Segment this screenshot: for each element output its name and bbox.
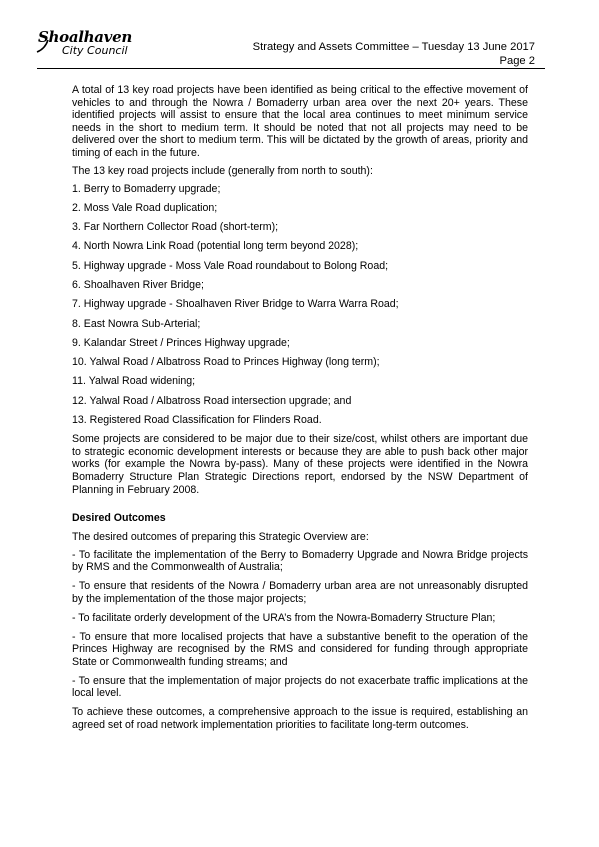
outcomes-list [72,549,528,701]
list-item: - To ensure that more localised projects that have a substantive benefit to the operation of the Princes Highway are recognised by the RMS and considered for funding through appropriate State or Commonwealth funding streams; and [72,630,528,668]
list-item: 9. Kalandar Street / Princes Highway upgrade; [72,336,290,349]
list-item: - To ensure that the implementation of major projects do not exacerbate traffic implications at the local level. [72,674,528,700]
major-projects-paragraph: Some projects are considered to be major due to their size/cost, whilst others are important due to strategic economic development interests or because they are able to push back other major works (for example the Nowra by-pass). Many of these projects were identified in the Nowra Bomaderry Structure Plan Strategic Directions report, endorsed by the NSW Department of Planning in February 2008. [72,433,528,496]
list-item: - To facilitate orderly development of the URA’s from the Nowra-Bomaderry Structure Plan; [72,611,496,624]
list-item: - To ensure that residents of the Nowra / Bomaderry urban area are not unreasonably disrupted by the implementation of the those major projects; [72,580,528,605]
list-item: 5. Highway upgrade - Moss Vale Road roundabout to Bolong Road; [72,259,389,272]
meeting-info [253,40,535,68]
list-item: 1. Berry to Bomaderry upgrade; [72,182,221,195]
list-item: 6. Shoalhaven River Bridge; [72,278,204,291]
page-number: Page 2 [499,55,535,67]
list-item: 7. Highway upgrade - Shoalhaven River Bridge to Warra Warra Road; [72,298,399,311]
list-item: 13. Registered Road Classification for Flinders Road. [72,413,322,426]
list-item: 11. Yalwal Road widening; [72,375,196,388]
closing-paragraph: To achieve these outcomes, a comprehensive approach to the issue is required, establishing an agreed set of road network implementation priorities to facilitate long-term outcomes. [72,706,528,732]
list-item: 3. Far Northern Collector Road (short-term); [72,221,279,234]
meeting-title: Strategy and Assets Committee – Tuesday 13 June 2017 [252,41,535,53]
page-header [0,0,599,70]
outcomes-intro: The desired outcomes of preparing this Strategic Overview are: [72,530,369,543]
list-item: 2. Moss Vale Road duplication; [72,201,218,214]
intro-paragraph: A total of 13 key road projects have been identified as being critical to the effective movement of vehicles to and through the Nowra / Bomaderry urban area over the next 20+ years. These identified projects will assist to ensure that the local area continues to meet minimum service needs in the short to medium term. It should be noted that not all projects may need to be delivered over the short to medium term. This will be dictated by the growth of areas, priority and timing of each in the future. [72,84,528,159]
logo-subtitle: City Council [62,44,128,57]
list-item: - To facilitate the implementation of the Berry to Bomaderry Upgrade and Nowra Bridge projects by RMS and the Commonwealth of Australia; [72,548,528,574]
document-body [72,84,528,737]
list-item: 12. Yalwal Road / Albatross Road intersection upgrade; and [72,394,352,407]
list-item: 8. East Nowra Sub-Arterial; [72,317,201,330]
list-item: 10. Yalwal Road / Albatross Road to Princes Highway (long term); [72,356,380,369]
list-intro: The 13 key road projects include (generally from north to south): [72,164,373,177]
list-item: 4. North Nowra Link Road (potential long term beyond 2028); [72,240,359,253]
logo-script: Shoalhaven [38,28,132,46]
council-logo [34,28,144,66]
section-heading: Desired Outcomes [72,512,166,525]
project-list [72,183,528,427]
header-rule [37,68,545,69]
